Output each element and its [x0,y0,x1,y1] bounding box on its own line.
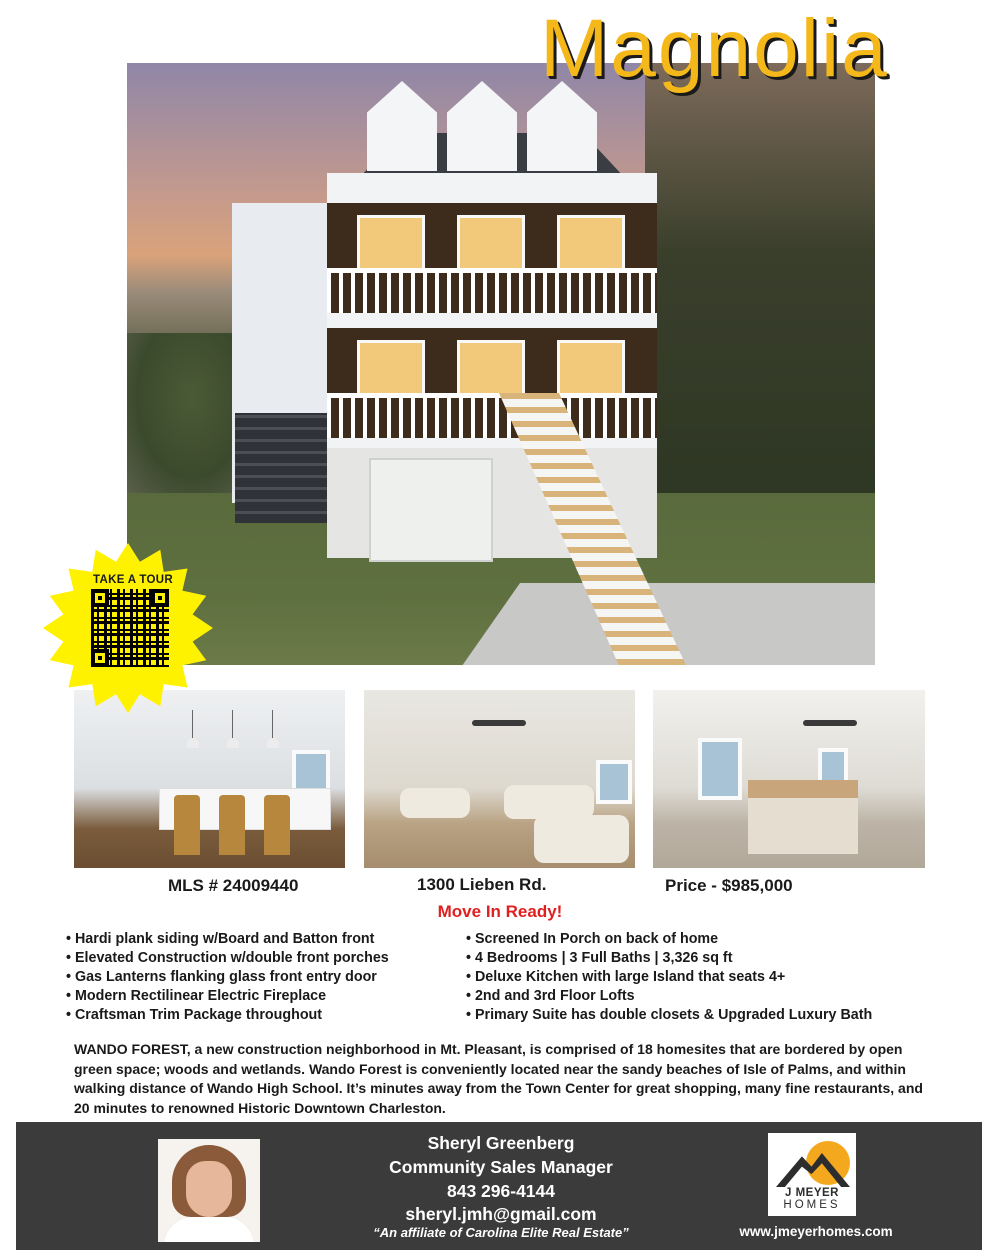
ceiling-fan [803,720,857,726]
dormer [367,81,437,171]
qr-code[interactable] [91,589,169,667]
bed [748,780,858,854]
living-room-photo [364,690,635,868]
ceiling-fan [472,720,526,726]
qr-finder [91,589,109,607]
logo-text-line2: HOMES [783,1199,841,1211]
move-in-ready: Move In Ready! [437,902,563,921]
feature-item: • Screened In Porch on back of home [466,930,872,949]
window [596,760,632,804]
window [357,340,425,398]
feature-item: • Primary Suite has double closets & Upgraded Luxury Bath [466,1006,872,1025]
agent-photo [158,1139,260,1242]
lattice [235,413,327,523]
website-link[interactable]: www.jmeyerhomes.com [739,1224,893,1239]
feature-item: • Deluxe Kitchen with large Island that seats 4+ [466,968,872,987]
qr-finder [91,649,109,667]
feature-item: • 4 Bedrooms | 3 Full Baths | 3,326 sq ft [466,949,872,968]
bedroom-photo [653,690,925,868]
sofa [534,815,629,863]
bar-stool [219,795,245,855]
window [357,215,425,273]
feature-item: • Elevated Construction w/double front porches [66,949,389,968]
sofa [504,785,594,819]
pendant-light [192,710,203,740]
agent-email[interactable]: sheryl.jmh@gmail.com [405,1204,597,1224]
address: 1300 Lieben Rd. [417,875,547,894]
take-a-tour-label: TAKE A TOUR [93,574,173,586]
dormer [527,81,597,171]
upper-railing [327,268,657,313]
logo-text-line1: J MEYER [785,1187,839,1199]
window [557,215,625,273]
feature-item: • Gas Lanterns flanking glass front entry door [66,968,389,987]
agent-name: Sheryl Greenberg [427,1133,575,1153]
feature-item: • Craftsman Trim Package throughout [66,1006,389,1025]
trees [645,63,875,533]
armchair [400,788,470,818]
agent-phone[interactable]: 843 296-4144 [446,1181,556,1201]
bar-stool [174,795,200,855]
bar-stool [264,795,290,855]
feature-list-left [66,930,389,1025]
neighborhood-description: WANDO FOREST, a new construction neighborhood in Mt. Pleasant, is comprised of 18 homesites that are bordered by open green space; woods and wetlands. Wando Forest is conveniently located near the sandy beaches of Isle of Palms, and within walking distance of Wando High School. It’s minutes away from the Town Center for great shopping, many fine restaurants, and 20 minutes to renowned Historic Downtown Charleston. [74,1041,923,1116]
house-photo [127,63,875,665]
window [557,340,625,398]
window [457,215,525,273]
agent-footer [16,1122,982,1250]
entry-door [457,340,525,398]
page-title: Magnolia [540,3,889,94]
affiliation: “An affiliate of Carolina Elite Real Estate” [373,1225,629,1240]
pendant-light [232,710,243,740]
garage-door [369,458,493,562]
mls-number: MLS # 24009440 [168,876,299,895]
agent-face [186,1161,232,1217]
qr-finder [151,589,169,607]
pendant-light [272,710,283,740]
feature-item: • 2nd and 3rd Floor Lofts [466,987,872,1006]
dormer [447,81,517,171]
feature-item: • Hardi plank siding w/Board and Batton front [66,930,389,949]
feature-list-right [466,930,872,1025]
feature-item: • Modern Rectilinear Electric Fireplace [66,987,389,1006]
window [698,738,742,800]
agent-role: Community Sales Manager [389,1157,613,1177]
kitchen-photo [74,690,345,868]
price: Price - $985,000 [665,876,793,895]
lower-railing [327,393,657,438]
agent-shirt [164,1217,254,1242]
company-logo [768,1133,856,1216]
